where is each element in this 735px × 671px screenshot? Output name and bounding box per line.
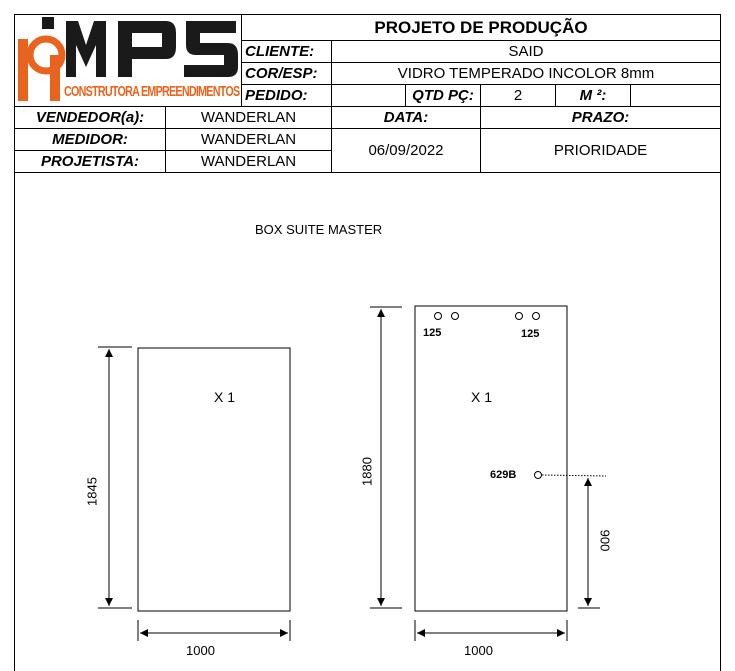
hole-side-label: 629B xyxy=(490,469,517,481)
hole-icon xyxy=(516,313,523,320)
glass-panel-left xyxy=(138,348,290,611)
qtd-label: QTD PÇ: xyxy=(412,87,474,104)
cor-value: VIDRO TEMPERADO INCOLOR 8mm xyxy=(397,65,655,82)
vendedor-value: WANDERLAN xyxy=(200,109,297,126)
prazo-label: PRAZO: xyxy=(571,109,630,126)
m2-label: M ²: xyxy=(579,87,607,104)
hole-side-height: 900 xyxy=(597,529,613,552)
hole-top-right-label: 125 xyxy=(521,328,540,340)
cliente-label: CLIENTE: xyxy=(245,43,315,60)
projetista-label: PROJETISTA: xyxy=(40,153,140,170)
pedido-label: PEDIDO: xyxy=(245,87,308,104)
cor-label: COR/ESP: xyxy=(245,65,318,82)
data-label: DATA: xyxy=(383,109,429,126)
panel-left-width: 1000 xyxy=(186,643,215,658)
panel-left-height: 1845 xyxy=(84,477,100,506)
drawing-title: BOX SUITE MASTER xyxy=(255,222,383,237)
prazo-value: PRIORIDADE xyxy=(553,142,648,159)
panel-left-qty: X 1 xyxy=(214,389,236,405)
vendedor-label: VENDEDOR(a): xyxy=(35,109,145,126)
medidor-value: WANDERLAN xyxy=(200,131,297,148)
hole-top-left-label: 125 xyxy=(423,327,442,339)
logo-tagline: CONSTRUTORA EMPREENDIMENTOS xyxy=(64,84,240,100)
hole-icon xyxy=(533,313,540,320)
cliente-value: SAID xyxy=(508,43,544,60)
hole-icon xyxy=(452,313,459,320)
glass-panel-right xyxy=(415,306,567,611)
panel-right-height: 1880 xyxy=(359,457,375,486)
panel-right-width: 1000 xyxy=(464,643,493,658)
hole-leader-line xyxy=(542,475,606,476)
hole-icon xyxy=(435,313,442,320)
medidor-label: MEDIDOR: xyxy=(52,131,128,148)
panel-right-qty: X 1 xyxy=(471,389,493,405)
projetista-value: WANDERLAN xyxy=(200,153,297,170)
data-value: 06/09/2022 xyxy=(368,142,444,159)
hole-icon xyxy=(535,472,542,479)
qtd-value: 2 xyxy=(513,87,523,104)
page-title: PROJETO DE PRODUÇÃO xyxy=(374,17,588,37)
